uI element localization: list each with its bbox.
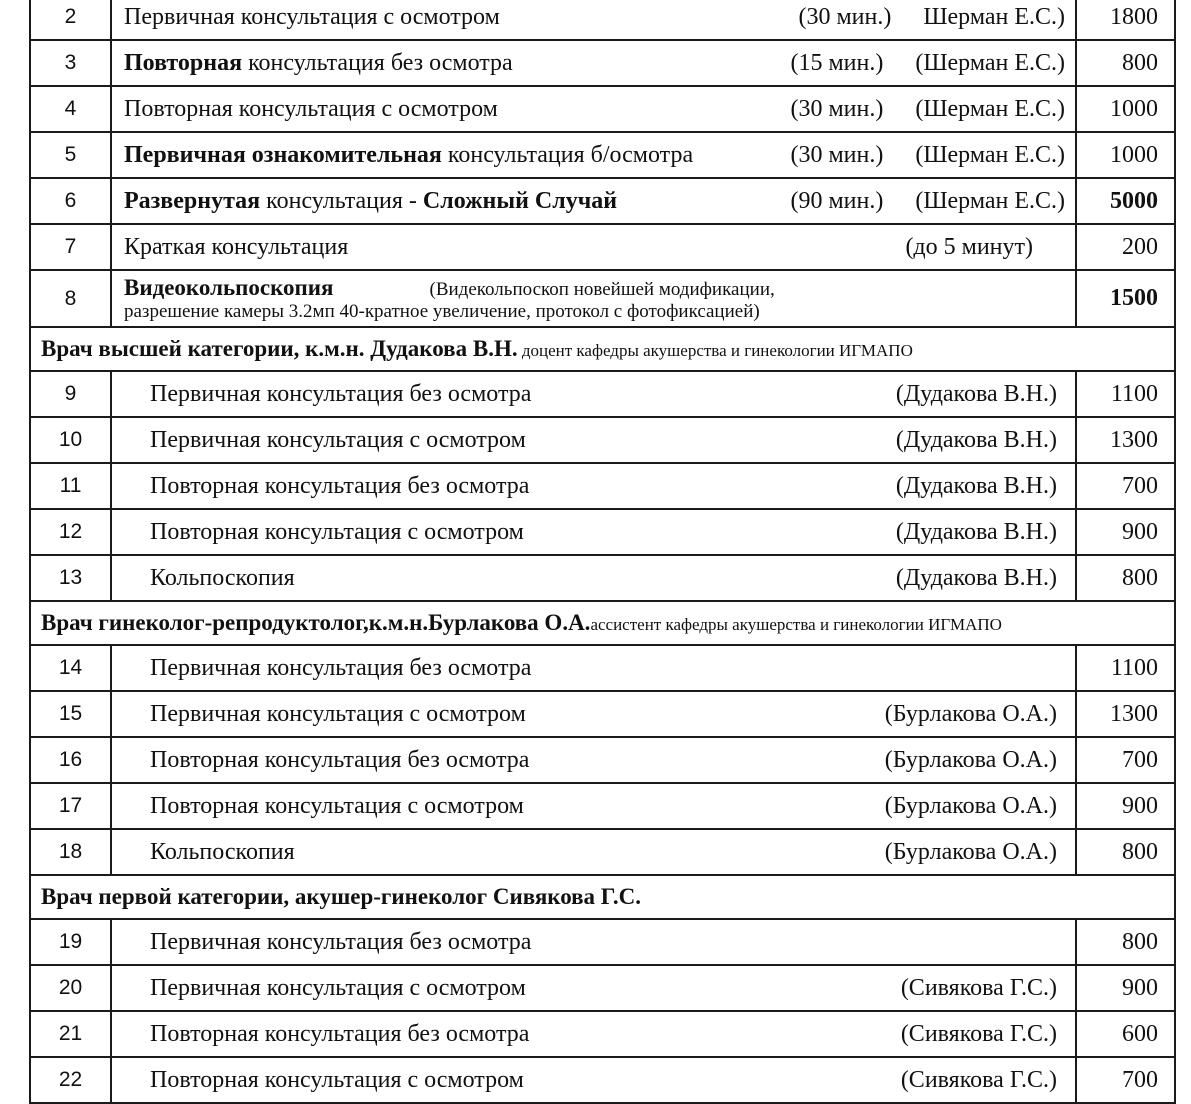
service-description (111, 965, 1076, 1011)
section-doctor-title: Врач высшей категории, к.м.н. Дудакова В.Н. (41, 336, 518, 361)
service-name-text: Первичная консультация с осмотром (150, 426, 526, 453)
row-number: 15 (30, 691, 111, 737)
service-duration: (15 мин.) (790, 49, 884, 76)
service-name-bold: Видеокольпоскопия (124, 274, 334, 300)
service-name-text: консультация без осмотра (242, 49, 513, 76)
service-doctor: (Бурлакова О.А.) (884, 792, 1057, 819)
service-description (111, 178, 1076, 224)
table-row (30, 417, 1175, 463)
service-name-text: Первичная консультация с осмотром (150, 700, 526, 727)
service-name-bold: Повторная (124, 49, 243, 76)
table-row (30, 691, 1175, 737)
service-name-text: Повторная консультация с осмотром (150, 792, 524, 819)
service-description (111, 1057, 1076, 1103)
row-number: 22 (30, 1057, 111, 1103)
table-row (30, 132, 1175, 178)
service-price: 1000 (1076, 132, 1175, 178)
table-row (30, 509, 1175, 555)
row-number: 7 (30, 224, 111, 270)
service-description (111, 919, 1076, 965)
service-name (150, 655, 531, 682)
service-description (111, 691, 1076, 737)
price-table-body (30, 0, 1175, 1103)
table-row (30, 270, 1175, 327)
service-price: 1500 (1076, 270, 1175, 327)
service-name (124, 50, 513, 77)
service-description (111, 270, 1076, 327)
service-description (111, 40, 1076, 86)
service-duration: (до 5 минут) (905, 233, 1033, 260)
service-name (150, 473, 529, 500)
service-price: 1100 (1076, 645, 1175, 691)
service-duration: (30 мин.) (798, 3, 892, 30)
service-name-text: Первичная консультация с осмотром (124, 3, 500, 30)
row-number: 6 (30, 178, 111, 224)
service-price: 700 (1076, 737, 1175, 783)
service-name (150, 565, 295, 592)
row-number: 4 (30, 86, 111, 132)
row-number: 16 (30, 737, 111, 783)
table-row (30, 86, 1175, 132)
service-doctor: (Сивякова Г.С.) (900, 974, 1057, 1001)
service-description (111, 0, 1076, 40)
service-doctor: (Дудакова В.Н.) (895, 518, 1057, 545)
service-name-text: Повторная консультация без осмотра (150, 472, 530, 499)
service-name-bold-2: Сложный Случай (422, 187, 618, 214)
service-duration: (30 мин.) (790, 95, 884, 122)
service-doctor: (Сивякова Г.С.) (900, 1066, 1057, 1093)
service-price: 900 (1076, 783, 1175, 829)
service-doctor: (Шерман Е.С.) (915, 49, 1065, 76)
service-name-text: Повторная консультация без осмотра (150, 1020, 530, 1047)
section-header-row (30, 875, 1175, 919)
service-name (124, 4, 500, 31)
service-price: 900 (1076, 509, 1175, 555)
service-price: 1000 (1076, 86, 1175, 132)
service-description (111, 1011, 1076, 1057)
section-doctor-title: Врач первой категории, акушер-гинеколог Сивякова Г.С. (41, 884, 641, 909)
service-name-text: Первичная консультация без осмотра (150, 654, 532, 681)
service-description (111, 86, 1076, 132)
service-name-bold: Первичная ознакомительная (124, 141, 442, 168)
service-price: 1300 (1076, 417, 1175, 463)
service-note: (Видекольпоскоп новейшей модификации, (429, 278, 775, 300)
table-row (30, 371, 1175, 417)
service-price: 1100 (1076, 371, 1175, 417)
service-price: 5000 (1076, 178, 1175, 224)
service-note-line2: разрешение камеры 3.2мп 40-кратное увеличение, протокол с фотофиксацией) (124, 300, 760, 322)
service-name (150, 1021, 529, 1048)
table-row (30, 463, 1175, 509)
service-doctor: (Сивякова Г.С.) (900, 1020, 1057, 1047)
table-row (30, 829, 1175, 875)
service-name-text: консультация - (260, 187, 423, 214)
service-doctor: (Дудакова В.Н.) (895, 380, 1057, 407)
table-row (30, 555, 1175, 601)
service-name-text: Кольпоскопия (150, 564, 295, 591)
row-number: 5 (30, 132, 111, 178)
service-description (111, 829, 1076, 875)
service-doctor: (Бурлакова О.А.) (884, 838, 1057, 865)
service-name (124, 234, 348, 261)
table-row (30, 224, 1175, 270)
row-number: 12 (30, 509, 111, 555)
service-price: 800 (1076, 919, 1175, 965)
service-name (150, 1067, 524, 1094)
table-row (30, 783, 1175, 829)
table-row (30, 919, 1175, 965)
service-name-text: Повторная консультация без осмотра (150, 746, 530, 773)
row-number: 8 (30, 270, 111, 327)
row-number: 9 (30, 371, 111, 417)
service-doctor: (Бурлакова О.А.) (884, 700, 1057, 727)
section-doctor-position: доцент кафедры акушерства и гинекологии ИГМАПО (517, 341, 913, 360)
table-row (30, 1011, 1175, 1057)
service-price: 600 (1076, 1011, 1175, 1057)
service-name-text: Первичная консультация с осмотром (150, 974, 526, 1001)
row-number: 17 (30, 783, 111, 829)
service-name-text: Первичная консультация без осмотра (150, 928, 532, 955)
service-price: 900 (1076, 965, 1175, 1011)
table-row (30, 737, 1175, 783)
service-description (111, 555, 1076, 601)
service-price: 1800 (1076, 0, 1175, 40)
service-price: 800 (1076, 40, 1175, 86)
service-name (150, 793, 524, 820)
service-description (111, 417, 1076, 463)
section-header (30, 327, 1175, 371)
service-name (150, 747, 529, 774)
row-number: 13 (30, 555, 111, 601)
row-number: 3 (30, 40, 111, 86)
service-name-text: Повторная консультация с осмотром (150, 1066, 524, 1093)
service-name (150, 839, 295, 866)
section-header (30, 601, 1175, 645)
service-name (124, 142, 693, 169)
service-doctor: (Шерман Е.С.) (915, 95, 1065, 122)
row-number: 21 (30, 1011, 111, 1057)
service-description (111, 132, 1076, 178)
table-row (30, 40, 1175, 86)
service-name (150, 519, 524, 546)
service-name (150, 975, 526, 1002)
service-description (111, 463, 1076, 509)
row-number: 10 (30, 417, 111, 463)
service-name-text: консультация б/осмотра (441, 141, 694, 168)
row-number: 2 (30, 0, 111, 40)
service-price: 200 (1076, 224, 1175, 270)
service-name-text: Первичная консультация без осмотра (150, 380, 532, 407)
service-name-text: Кольпоскопия (150, 838, 295, 865)
service-doctor: (Бурлакова О.А.) (884, 746, 1057, 773)
service-name-text: Краткая консультация (124, 233, 349, 260)
row-number: 20 (30, 965, 111, 1011)
service-price: 700 (1076, 1057, 1175, 1103)
service-name-text: Повторная консультация с осмотром (150, 518, 524, 545)
service-name (124, 96, 498, 123)
row-number: 11 (30, 463, 111, 509)
service-name-bold: Развернутая (124, 187, 261, 214)
service-doctor: Шерман Е.С.) (923, 3, 1065, 30)
service-doctor: (Дудакова В.Н.) (895, 472, 1057, 499)
table-row (30, 645, 1175, 691)
service-duration: (90 мин.) (790, 187, 884, 214)
row-number: 18 (30, 829, 111, 875)
service-name (124, 188, 617, 215)
service-doctor: (Шерман Е.С.) (915, 141, 1065, 168)
service-name (150, 701, 526, 728)
service-name (150, 929, 531, 956)
service-description (111, 371, 1076, 417)
section-doctor-position: ассистент кафедры акушерства и гинекологии ИГМАПО (590, 615, 1002, 634)
service-description (111, 783, 1076, 829)
service-price: 1300 (1076, 691, 1175, 737)
section-doctor-title: Врач гинеколог-репродуктолог,к.м.н.Бурлакова О.А. (41, 610, 591, 635)
service-doctor: (Дудакова В.Н.) (895, 426, 1057, 453)
table-row (30, 1057, 1175, 1103)
table-row (30, 0, 1175, 40)
service-name-text: Повторная консультация с осмотром (124, 95, 498, 122)
service-description (111, 509, 1076, 555)
price-list-sheet (29, 0, 1174, 1104)
section-header-row (30, 327, 1175, 371)
row-number: 14 (30, 645, 111, 691)
service-name (150, 427, 526, 454)
service-duration: (30 мин.) (790, 141, 884, 168)
table-row (30, 965, 1175, 1011)
section-header (30, 875, 1175, 919)
service-description (111, 224, 1076, 270)
service-price: 800 (1076, 555, 1175, 601)
service-price: 700 (1076, 463, 1175, 509)
service-description (111, 645, 1076, 691)
service-doctor: (Шерман Е.С.) (915, 187, 1065, 214)
service-name (150, 381, 531, 408)
service-doctor: (Дудакова В.Н.) (895, 564, 1057, 591)
price-table (29, 0, 1176, 1104)
section-header-row (30, 601, 1175, 645)
service-description (111, 737, 1076, 783)
service-price: 800 (1076, 829, 1175, 875)
table-row (30, 178, 1175, 224)
row-number: 19 (30, 919, 111, 965)
